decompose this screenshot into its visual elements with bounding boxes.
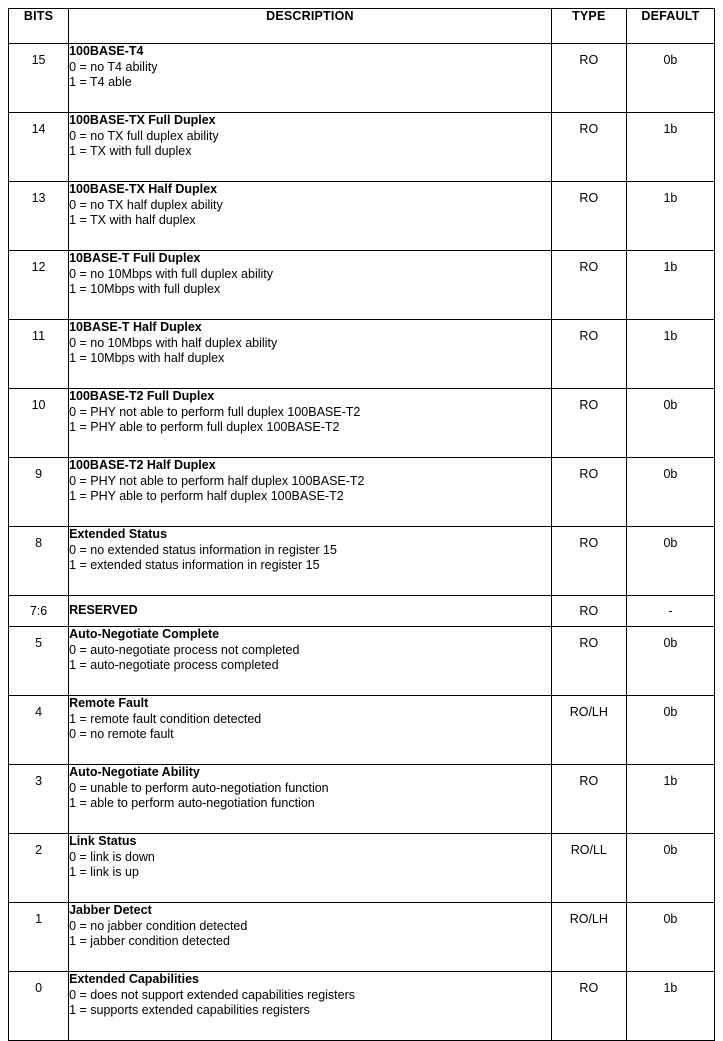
cell-bits: 7:6 (9, 596, 69, 627)
cell-type: RO (551, 765, 626, 834)
description-title: 10BASE-T Full Duplex (69, 251, 201, 265)
table-row (9, 320, 715, 389)
column-header-bits: BITS (9, 9, 69, 44)
cell-default: 1b (626, 113, 714, 182)
description-line: 1 = remote fault condition detected (69, 712, 262, 726)
description-line: 0 = no TX half duplex ability (69, 198, 223, 212)
description-title: 100BASE-TX Full Duplex (69, 113, 216, 127)
description-line: 0 = no T4 ability (69, 60, 158, 74)
description-title: Link Status (69, 834, 137, 848)
table-header (9, 9, 715, 44)
description-title: Auto-Negotiate Complete (69, 627, 220, 641)
cell-description (69, 182, 552, 251)
table-row (9, 182, 715, 251)
cell-bits: 0 (9, 972, 69, 1041)
cell-bits: 2 (9, 834, 69, 903)
table-row (9, 596, 715, 627)
description-line: 0 = no 10Mbps with full duplex ability (69, 267, 274, 281)
description-line: 0 = does not support extended capabilities registers (69, 988, 356, 1002)
cell-default: 1b (626, 251, 714, 320)
cell-description (69, 627, 552, 696)
description-line: 1 = extended status information in register 15 (69, 557, 320, 572)
cell-type: RO (551, 182, 626, 251)
description-line: 0 = no 10Mbps with half duplex ability (69, 336, 278, 350)
cell-bits: 1 (9, 903, 69, 972)
description-title: 100BASE-T2 Full Duplex (69, 389, 215, 403)
cell-default: 1b (626, 765, 714, 834)
cell-bits: 5 (9, 627, 69, 696)
description-title: RESERVED (69, 603, 138, 617)
description-line: 1 = 10Mbps with half duplex (69, 350, 225, 365)
description-line: 0 = no remote fault (69, 726, 174, 741)
table-row (9, 903, 715, 972)
description-title: Auto-Negotiate Ability (69, 765, 200, 779)
cell-type: RO (551, 44, 626, 113)
cell-default: 0b (626, 696, 714, 765)
cell-description (69, 765, 552, 834)
description-title: Extended Status (69, 527, 168, 541)
cell-description (69, 527, 552, 596)
cell-default: 0b (626, 834, 714, 903)
description-line: 1 = PHY able to perform half duplex 100BASE-T2 (69, 488, 344, 503)
cell-default: 0b (626, 903, 714, 972)
register-bit-definition-table (8, 8, 715, 1041)
cell-default: 0b (626, 458, 714, 527)
cell-bits: 8 (9, 527, 69, 596)
cell-default: 0b (626, 627, 714, 696)
cell-default: 0b (626, 527, 714, 596)
cell-description (69, 596, 552, 627)
cell-description (69, 696, 552, 765)
table-row (9, 113, 715, 182)
table-row (9, 627, 715, 696)
description-title: Jabber Detect (69, 903, 152, 917)
cell-default: 0b (626, 44, 714, 113)
description-line: 1 = T4 able (69, 74, 132, 89)
table-row (9, 765, 715, 834)
description-line: 1 = 10Mbps with full duplex (69, 281, 221, 296)
description-line: 1 = jabber condition detected (69, 933, 230, 948)
cell-bits: 9 (9, 458, 69, 527)
cell-type: RO/LL (551, 834, 626, 903)
cell-default: 0b (626, 389, 714, 458)
cell-bits: 15 (9, 44, 69, 113)
description-line: 1 = TX with full duplex (69, 143, 192, 158)
cell-type: RO (551, 527, 626, 596)
cell-bits: 4 (9, 696, 69, 765)
table-row (9, 44, 715, 113)
cell-bits: 11 (9, 320, 69, 389)
cell-bits: 12 (9, 251, 69, 320)
column-header-default: DEFAULT (626, 9, 714, 44)
cell-default: 1b (626, 182, 714, 251)
table-body (9, 44, 715, 1041)
description-title: 10BASE-T Half Duplex (69, 320, 202, 334)
cell-description (69, 44, 552, 113)
cell-type: RO (551, 596, 626, 627)
cell-description (69, 834, 552, 903)
description-line: 0 = link is down (69, 850, 155, 864)
table-row (9, 389, 715, 458)
description-line: 1 = able to perform auto-negotiation function (69, 795, 315, 810)
cell-description (69, 320, 552, 389)
cell-bits: 3 (9, 765, 69, 834)
description-line: 0 = PHY not able to perform full duplex 100BASE-T2 (69, 405, 361, 419)
cell-default: - (626, 596, 714, 627)
cell-default: 1b (626, 972, 714, 1041)
cell-description (69, 251, 552, 320)
cell-description (69, 972, 552, 1041)
description-line: 1 = auto-negotiate process completed (69, 657, 279, 672)
cell-type: RO (551, 972, 626, 1041)
description-line: 0 = no extended status information in register 15 (69, 543, 337, 557)
description-line: 0 = unable to perform auto-negotiation function (69, 781, 329, 795)
table-row (9, 834, 715, 903)
cell-type: RO/LH (551, 903, 626, 972)
cell-bits: 14 (9, 113, 69, 182)
description-title: Remote Fault (69, 696, 149, 710)
description-line: 0 = auto-negotiate process not completed (69, 643, 300, 657)
cell-description (69, 389, 552, 458)
cell-description (69, 113, 552, 182)
description-line: 1 = PHY able to perform full duplex 100BASE-T2 (69, 419, 340, 434)
table-row (9, 527, 715, 596)
description-line: 1 = link is up (69, 864, 139, 879)
description-line: 0 = PHY not able to perform half duplex 100BASE-T2 (69, 474, 365, 488)
cell-description (69, 903, 552, 972)
cell-type: RO/LH (551, 696, 626, 765)
cell-bits: 10 (9, 389, 69, 458)
cell-default: 1b (626, 320, 714, 389)
cell-type: RO (551, 113, 626, 182)
cell-type: RO (551, 627, 626, 696)
column-header-description: DESCRIPTION (69, 9, 552, 44)
cell-type: RO (551, 251, 626, 320)
description-line: 1 = TX with half duplex (69, 212, 196, 227)
column-header-type: TYPE (551, 9, 626, 44)
cell-type: RO (551, 458, 626, 527)
description-line: 0 = no jabber condition detected (69, 919, 248, 933)
description-line: 0 = no TX full duplex ability (69, 129, 219, 143)
table-row (9, 458, 715, 527)
table-row (9, 696, 715, 765)
table-row (9, 251, 715, 320)
description-line: 1 = supports extended capabilities registers (69, 1002, 310, 1017)
table-row (9, 972, 715, 1041)
cell-type: RO (551, 389, 626, 458)
description-title: 100BASE-T2 Half Duplex (69, 458, 216, 472)
cell-type: RO (551, 320, 626, 389)
table-header-row (9, 9, 715, 44)
description-title: 100BASE-TX Half Duplex (69, 182, 218, 196)
cell-description (69, 458, 552, 527)
cell-bits: 13 (9, 182, 69, 251)
description-title: Extended Capabilities (69, 972, 199, 986)
description-title: 100BASE-T4 (69, 44, 144, 58)
